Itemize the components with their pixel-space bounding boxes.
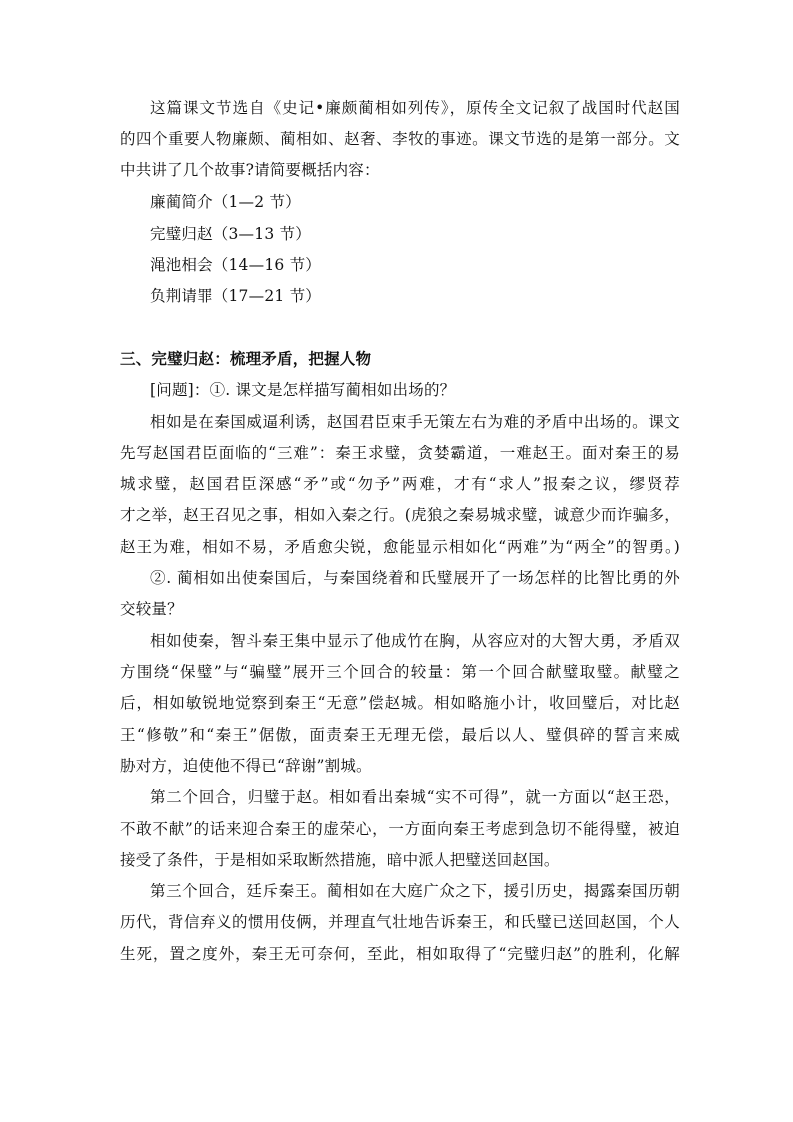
- question-2-line-1: ②. 蔺相如出使秦国后，与秦国绕着和氏璧展开了一场怎样的比智比勇的外: [150, 569, 680, 587]
- answer-2-line-2: 方围绕“保璧”与“骗璧”展开三个回合的较量：第一个回合献璧取璧。献璧之: [120, 663, 680, 681]
- round-2-line-3: 接受了条件，于是相如采取断然措施，暗中派人把璧送回赵国。: [120, 851, 560, 869]
- paragraph-intro-line-1: 这篇课文节选自《史记•廉颇蔺相如列传》，原传全文记叙了战国时代赵国: [150, 99, 680, 117]
- round-3-line-2: 历代，背信弃义的惯用伎俩，并理直气壮地告诉秦王，和氏璧已送回赵国，个人: [120, 913, 680, 931]
- story-list-item-2: 完璧归赵（3—13 节）: [150, 225, 311, 243]
- question-1: [问题]：①. 课文是怎样描写蔺相如出场的？: [150, 381, 456, 399]
- question-2-line-2: 交较量？: [120, 600, 183, 618]
- answer-1-line-2: 先写赵国君臣面临的“三难”：秦王求璧，贪婪霸道，一难赵王。面对秦王的易: [120, 444, 680, 462]
- round-3-line-1: 第三个回合，廷斥秦王。蔺相如在大庭广众之下，援引历史，揭露秦国历朝: [150, 882, 680, 900]
- section-heading: 三、完璧归赵：梳理矛盾，把握人物: [120, 350, 372, 368]
- answer-2-line-1: 相如使秦，智斗秦王集中显示了他成竹在胸，从容应对的大智大勇，矛盾双: [150, 632, 680, 650]
- answer-2-line-4: 王“修敬”和“秦王”倨傲，面责秦王无理无偿，最后以人、璧俱碎的誓言来威: [120, 726, 680, 744]
- round-3-line-3: 生死，置之度外，秦王无可奈何，至此，相如取得了“完璧归赵”的胜利，化解: [120, 945, 680, 963]
- answer-1-line-1: 相如是在秦国威逼利诱，赵国君臣束手无策左右为难的矛盾中出场的。课文: [150, 413, 680, 431]
- story-list-item-1: 廉蔺简介（1—2 节）: [150, 193, 301, 211]
- round-2-line-2: 不敢不献”的话来迎合秦王的虚荣心，一方面向秦王考虑到急切不能得璧，被迫: [120, 820, 680, 838]
- answer-1-line-5: 赵王为难，相如不易，矛盾愈尖锐，愈能显示相如化“两难”为“两全”的智勇。): [120, 538, 680, 556]
- answer-2-line-5: 胁对方，迫使他不得已“辞谢”割城。: [120, 757, 372, 775]
- paragraph-intro-line-3: 中共讲了几个故事?请简要概括内容：: [120, 161, 380, 179]
- answer-2-line-3: 后，相如敏锐地觉察到秦王“无意”偿赵城。相如略施小计，收回璧后，对比赵: [120, 694, 680, 712]
- answer-1-line-4: 才之举，赵王召见之事，相如入秦之行。(虎狼之秦易城求璧，诚意少而诈骗多，: [120, 506, 680, 524]
- story-list-item-3: 渑池相会（14—16 节）: [150, 256, 321, 274]
- answer-1-line-3: 城求璧，赵国君臣深感“矛”或“勿予”两难，才有“求人”报秦之议，缪贤荐: [120, 475, 680, 493]
- paragraph-intro-line-2: 的四个重要人物廉颇、蔺相如、赵奢、李牧的事迹。课文节选的是第一部分。文: [120, 130, 680, 148]
- story-list-item-4: 负荆请罪（17—21 节）: [150, 287, 321, 305]
- round-2-line-1: 第二个回合，归璧于赵。相如看出秦城“实不可得”，就一方面以“赵王恐，: [150, 788, 680, 806]
